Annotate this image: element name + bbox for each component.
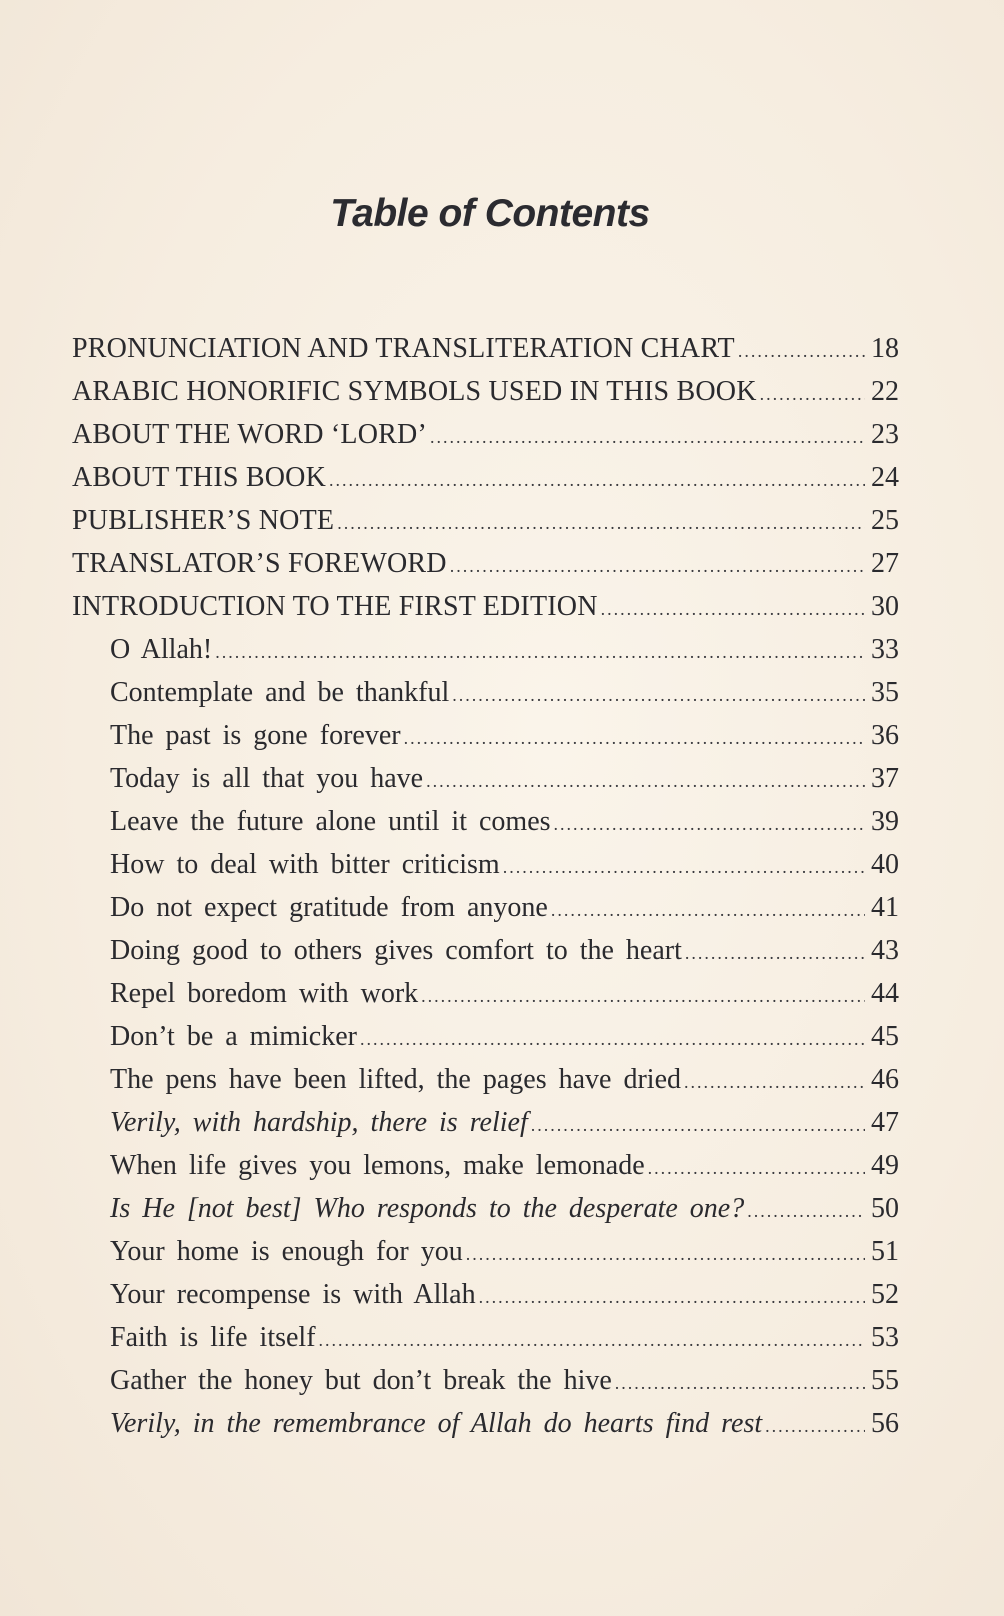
dot-leader	[601, 599, 865, 620]
toc-entry-page-number: 37	[871, 763, 899, 794]
toc-entry-page-number: 43	[871, 935, 899, 966]
dot-leader	[450, 556, 865, 577]
toc-entry	[72, 677, 899, 720]
toc-entry-page-number: 33	[871, 634, 899, 665]
toc-entry-title: ABOUT THE WORD ‘LORD’	[72, 419, 427, 450]
dot-leader	[531, 1115, 865, 1136]
toc-entry-page-number: 49	[871, 1150, 899, 1181]
dot-leader	[319, 1330, 865, 1351]
toc-entry	[72, 720, 899, 763]
dot-leader	[215, 642, 865, 663]
toc-entry	[72, 1107, 899, 1150]
toc-entry-page-number: 24	[871, 462, 899, 493]
toc-entry	[72, 505, 899, 548]
toc-entry-page-number: 35	[871, 677, 899, 708]
toc-entry	[72, 1365, 899, 1408]
toc-entry-title: Your home is enough for you	[110, 1236, 463, 1267]
toc-entry-page-number: 56	[871, 1408, 899, 1439]
toc-entry	[72, 376, 899, 419]
toc-entry-page-number: 40	[871, 849, 899, 880]
toc-entry	[72, 978, 899, 1021]
toc-entry-title: TRANSLATOR’S FOREWORD	[72, 548, 447, 579]
toc-entry-title: Repel boredom with work	[110, 978, 419, 1009]
toc-entry	[72, 1236, 899, 1279]
dot-leader	[648, 1158, 865, 1179]
dot-leader	[747, 1201, 865, 1222]
toc-entry-page-number: 30	[871, 591, 899, 622]
toc-entry-title: PUBLISHER’S NOTE	[72, 505, 335, 536]
toc-entry-title: Today is all that you have	[110, 763, 424, 794]
toc-entry-title: INTRODUCTION TO THE FIRST EDITION	[72, 591, 598, 622]
toc-entry-page-number: 51	[871, 1236, 899, 1267]
toc-entry	[72, 763, 899, 806]
toc-entry	[72, 634, 899, 677]
dot-leader	[503, 857, 865, 878]
dot-leader	[760, 384, 865, 405]
toc-entry	[72, 849, 899, 892]
dot-leader	[554, 814, 865, 835]
toc-entry	[72, 1279, 899, 1322]
toc-entry-title: PRONUNCIATION AND TRANSLITERATION CHART	[72, 333, 735, 364]
dot-leader	[421, 986, 865, 1007]
toc-entry-page-number: 53	[871, 1322, 899, 1353]
toc-entry	[72, 591, 899, 634]
toc-entry-title: Leave the future alone until it comes	[110, 806, 551, 837]
toc-entry-title: Faith is life itself	[110, 1322, 316, 1353]
dot-leader	[360, 1029, 865, 1050]
toc-entry-title: Verily, with hardship, there is relief	[110, 1107, 528, 1138]
toc-entry-page-number: 47	[871, 1107, 899, 1138]
dot-leader	[452, 685, 865, 706]
dot-leader	[738, 341, 865, 362]
toc-entry-page-number: 23	[871, 419, 899, 450]
toc-entry	[72, 1150, 899, 1193]
toc-entry	[72, 1322, 899, 1365]
toc-entry-page-number: 44	[871, 978, 899, 1009]
page-title: Table of Contents	[330, 192, 650, 235]
dot-leader	[329, 470, 865, 491]
dot-leader	[615, 1373, 865, 1394]
dot-leader	[426, 771, 865, 792]
toc-entry-page-number: 50	[871, 1193, 899, 1224]
toc-entry-title: Gather the honey but don’t break the hive	[110, 1365, 612, 1396]
toc-entry-title: ARABIC HONORIFIC SYMBOLS USED IN THIS BOOK	[72, 376, 757, 407]
dot-leader	[479, 1287, 865, 1308]
toc-entry	[72, 1193, 899, 1236]
toc-entry-page-number: 55	[871, 1365, 899, 1396]
dot-leader	[684, 1072, 865, 1093]
toc-entry-title: Is He [not best] Who responds to the desperate one?	[110, 1193, 745, 1224]
toc-entry-page-number: 22	[871, 376, 899, 407]
toc-entry	[72, 1021, 899, 1064]
toc-entry-title: Your recompense is with Allah	[110, 1279, 476, 1310]
toc-entry-page-number: 46	[871, 1064, 899, 1095]
toc-entry-title: The pens have been lifted, the pages have dried	[110, 1064, 682, 1095]
toc-entry-page-number: 36	[871, 720, 899, 751]
toc-entry-title: Doing good to others gives comfort to the heart	[110, 935, 682, 966]
dot-leader	[404, 728, 865, 749]
toc-entry	[72, 935, 899, 978]
toc-entry-title: Contemplate and be thankful	[110, 677, 450, 708]
toc-entry-title: Verily, in the remembrance of Allah do hearts find rest	[110, 1408, 763, 1439]
toc-entry-title: O Allah!	[110, 634, 213, 665]
dot-leader	[551, 900, 865, 921]
toc-entry	[72, 548, 899, 591]
toc-entry-page-number: 52	[871, 1279, 899, 1310]
toc-entry-title: ABOUT THIS BOOK	[72, 462, 326, 493]
toc-entry	[72, 806, 899, 849]
toc-entry-title: How to deal with bitter criticism	[110, 849, 500, 880]
toc-entry	[72, 1064, 899, 1107]
toc-entry	[72, 333, 899, 376]
toc-entry-page-number: 45	[871, 1021, 899, 1052]
dot-leader	[466, 1244, 865, 1265]
table-of-contents	[72, 333, 899, 1451]
toc-entry-title: When life gives you lemons, make lemonade	[110, 1150, 645, 1181]
toc-entry	[72, 892, 899, 935]
toc-entry	[72, 1408, 899, 1451]
toc-entry-page-number: 18	[871, 333, 899, 364]
toc-entry-title: Do not expect gratitude from anyone	[110, 892, 548, 923]
dot-leader	[765, 1416, 865, 1437]
toc-entry	[72, 419, 899, 462]
toc-entry-page-number: 27	[871, 548, 899, 579]
toc-entry	[72, 462, 899, 505]
dot-leader	[430, 427, 865, 448]
dot-leader	[337, 513, 865, 534]
toc-entry-page-number: 25	[871, 505, 899, 536]
toc-entry-title: The past is gone forever	[110, 720, 401, 751]
toc-entry-page-number: 39	[871, 806, 899, 837]
toc-entry-title: Don’t be a mimicker	[110, 1021, 357, 1052]
dot-leader	[685, 943, 865, 964]
toc-entry-page-number: 41	[871, 892, 899, 923]
